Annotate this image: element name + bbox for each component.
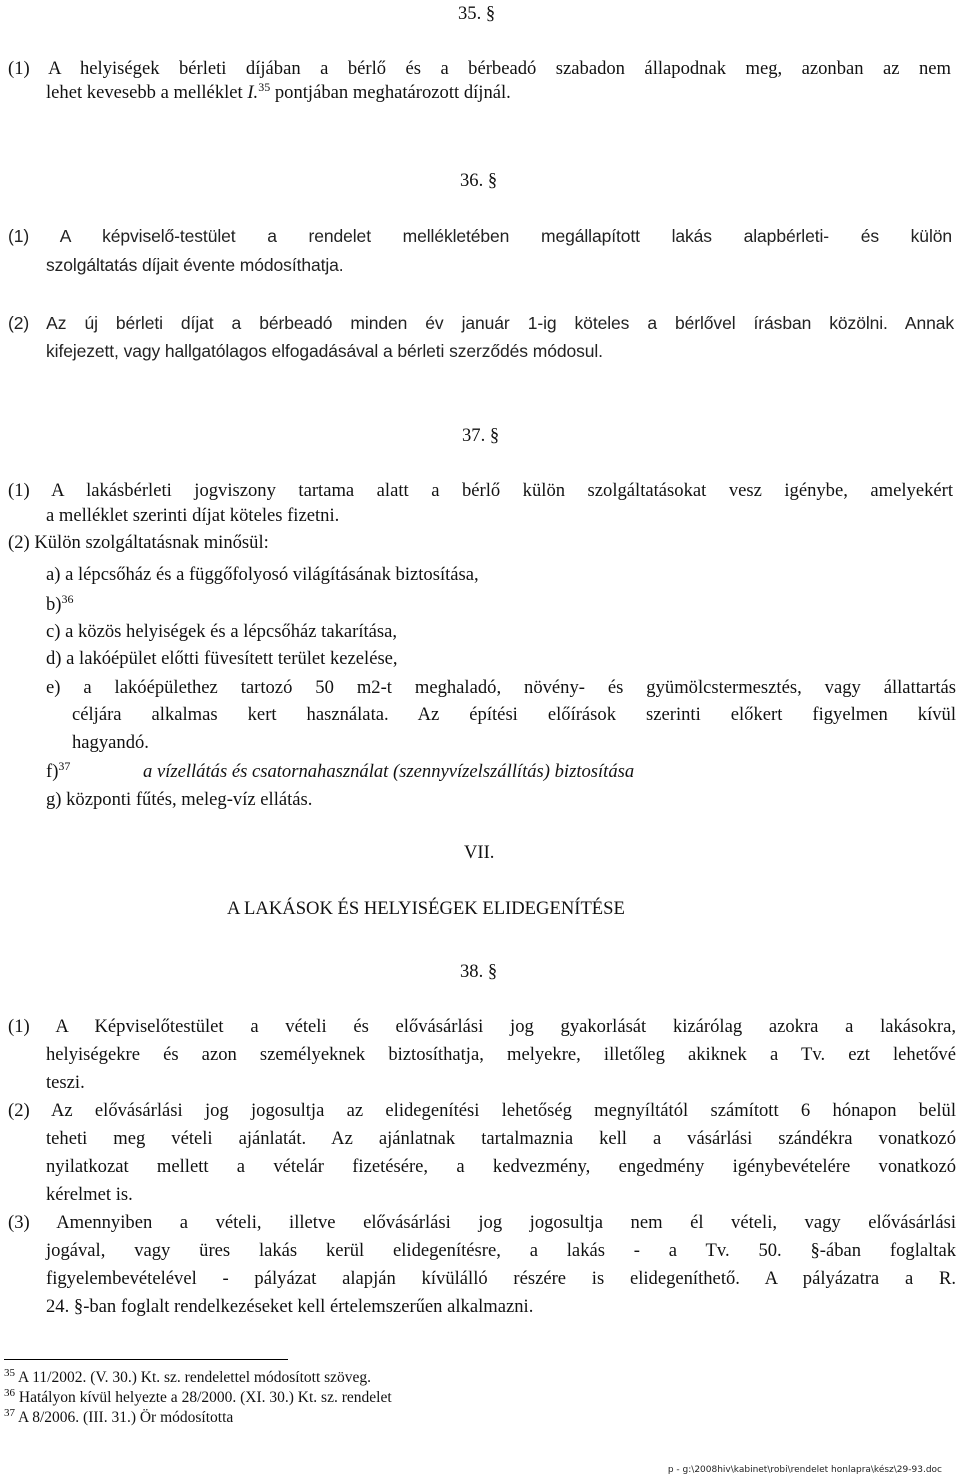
footnote-ref-35: 35	[258, 80, 271, 94]
sec37-p2-intro: (2) Külön szolgáltatásnak minősül:	[8, 532, 269, 553]
sec37-p1-line2: a melléklet szerinti díjat köteles fizetni.	[46, 505, 340, 526]
footnote-ref-37: 37	[58, 759, 71, 773]
section-heading-36: 36. §	[460, 170, 498, 191]
sec35-p1-line1: (1) A helyiségek bérleti díjában a bérlő és a bérbeadó szabadon állapodnak meg, azonban az nem	[8, 58, 951, 79]
footnote-separator	[4, 1359, 288, 1360]
sec38-p3-line2: jogával, vagy üres lakás kerül elidegenítésre, a lakás - a Tv. 50. §-ában foglaltak	[46, 1240, 956, 1261]
sec37-item-e-line1: e) a lakóépülethez tartozó 50 m2-t meghaladó, növény- és gyümölcstermesztés, vagy állattartás	[46, 677, 956, 698]
footnote-ref-36: 36	[61, 592, 74, 606]
sec37-item-d: d) a lakóépület előtti füvesített terület kezelése,	[46, 648, 398, 669]
chapter-title: A LAKÁSOK ÉS HELYISÉGEK ELIDEGENÍTÉSE	[227, 898, 625, 919]
sec38-p1-line3: teszi.	[46, 1072, 85, 1093]
footnote-37-number: 37	[4, 1407, 15, 1419]
sec36-p2-line2: kifejezett, vagy hallgatólagos elfogadásával a bérleti szerződés módosul.	[46, 341, 603, 361]
sec37-item-e-line2: céljára alkalmas kert használata. Az építési előírások szerinti előkert figyelmen kívül	[72, 704, 956, 725]
footnote-35-text: A 11/2002. (V. 30.) Kt. sz. rendelettel módosított szöveg.	[18, 1369, 372, 1386]
sec37-p1-line1: (1) A lakásbérleti jogviszony tartama alatt a bérlő külön szolgáltatásokat vesz igénybe, amelyekért	[8, 480, 953, 501]
sec37-item-f-text: a vízellátás és csatornahasználat (szennyvízelszállítás) biztosítása	[143, 761, 635, 782]
sec37-item-e-line3: hagyandó.	[72, 732, 149, 753]
file-path-footer: p - g:\2008hiv\kabinet\robi\rendelet honlapra\kész\29-93.doc	[667, 1465, 942, 1475]
footnote-36-text: Hatályon kívül helyezte a 28/2000. (XI. 30.) Kt. sz. rendelet	[18, 1389, 392, 1406]
sec36-p1-line1: (1) A képviselő-testület a rendelet mellékletében megállapított lakás alapbérleti- és külön	[8, 226, 952, 246]
sec37-item-b-label: b)	[46, 594, 62, 615]
sec35-p1-line2	[46, 81, 511, 106]
sec37-item-a: a) a lépcsőház és a függőfolyosó világításának biztosítása,	[46, 564, 479, 585]
section-heading-35: 35. §	[458, 3, 496, 24]
footnote-36-number: 36	[4, 1387, 15, 1399]
footnote-37-text: A 8/2006. (III. 31.) Ör módosította	[18, 1409, 234, 1426]
sec36-p1-line2: szolgáltatás díjait évente módosíthatja.	[46, 255, 344, 275]
sec38-p3-line1: (3) Amennyiben a vételi, illetve elővásárlási jog jogosultja nem él vételi, vagy elővásárlási	[8, 1212, 956, 1233]
sec38-p2-line4: kérelmet is.	[46, 1184, 133, 1205]
sec38-p2-line2: teheti meg vételi ajánlatát. Az ajánlatnak tartalmaznia kell a vásárlási szándékra vonatkozó	[46, 1128, 956, 1149]
sec38-p2-line3: nyilatkozat mellett a vételár fizetésére, a kedvezmény, engedmény igénybevételére vonatkozó	[46, 1156, 956, 1177]
section-heading-37: 37. §	[462, 425, 500, 446]
sec38-p1-line1: (1) A Képviselőtestület a vételi és elővásárlási jog gyakorlását kizárólag azokra a lakásokra,	[8, 1016, 956, 1037]
sec35-p1-text-a: lehet kevesebb a melléklet	[46, 82, 248, 103]
sec35-p1-text-b: pontjában meghatározott díjnál.	[270, 82, 511, 103]
footnote-37	[4, 1406, 233, 1431]
sec38-p1-line2: helyiségekre és azon személyeknek biztosíthatja, melyekre, illetőleg akiknek a Tv. ezt lehetővé	[46, 1044, 956, 1065]
sec38-p3-line4: 24. §-ban foglalt rendelkezéseket kell értelemszerűen alkalmazni.	[46, 1296, 534, 1317]
section-heading-38: 38. §	[460, 961, 498, 982]
sec38-p2-line1: (2) Az elővásárlási jog jogosultja az elidegenítési lehetőség megnyíltától számított 6 hónapon belül	[8, 1100, 956, 1121]
chapter-number: VII.	[464, 842, 495, 863]
sec37-item-f	[46, 760, 70, 785]
sec36-p2-line1: (2) Az új bérleti díjat a bérbeadó minden év január 1-ig köteles a bérlővel írásban közölni. Annak	[8, 313, 954, 333]
footnote-35-number: 35	[4, 1367, 15, 1379]
sec37-item-b	[46, 593, 74, 618]
sec38-p3-line3: figyelembevételével - pályázat alapján kívülálló részére is elidegeníthető. A pályázatra a R.	[46, 1268, 956, 1289]
sec35-p1-annex-ref: I.	[247, 82, 259, 103]
sec37-item-g: g) központi fűtés, meleg-víz ellátás.	[46, 789, 313, 810]
sec37-item-c: c) a közös helyiségek és a lépcsőház takarítása,	[46, 621, 398, 642]
sec37-item-f-label: f)	[46, 761, 59, 782]
